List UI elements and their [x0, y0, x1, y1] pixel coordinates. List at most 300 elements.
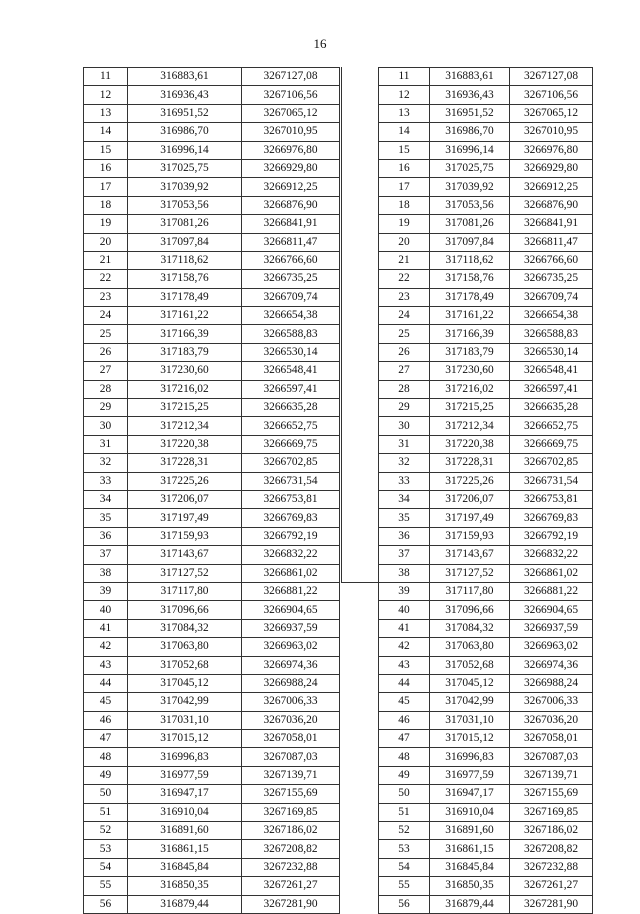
point-number-cell: 34	[379, 490, 430, 508]
y-coordinate-cell: 3267065,12	[242, 104, 340, 122]
point-number-cell: 44	[84, 674, 128, 692]
y-coordinate-cell: 3266912,25	[510, 178, 593, 196]
table-row	[84, 564, 340, 582]
table-row	[379, 619, 593, 637]
point-number-cell: 36	[84, 527, 128, 545]
coordinates-table-left	[83, 67, 340, 914]
y-coordinate-cell: 3266832,22	[242, 546, 340, 564]
x-coordinate-cell: 316996,14	[128, 141, 242, 159]
point-number-cell: 41	[379, 619, 430, 637]
x-coordinate-cell: 317197,49	[128, 509, 242, 527]
x-coordinate-cell: 317220,38	[128, 435, 242, 453]
y-coordinate-cell: 3267010,95	[242, 123, 340, 141]
x-coordinate-cell: 317045,12	[128, 674, 242, 692]
table-row	[379, 380, 593, 398]
x-coordinate-cell: 317097,84	[128, 233, 242, 251]
table-row	[84, 399, 340, 417]
x-coordinate-cell: 317015,12	[128, 730, 242, 748]
point-number-cell: 53	[379, 840, 430, 858]
x-coordinate-cell: 317045,12	[430, 674, 510, 692]
y-coordinate-cell: 3267261,27	[242, 877, 340, 895]
table-row	[379, 472, 593, 490]
y-coordinate-cell: 3267208,82	[510, 840, 593, 858]
y-coordinate-cell: 3267036,20	[242, 711, 340, 729]
point-number-cell: 27	[379, 362, 430, 380]
point-number-cell: 47	[379, 730, 430, 748]
table-row	[379, 895, 593, 913]
x-coordinate-cell: 317117,80	[430, 582, 510, 600]
y-coordinate-cell: 3266832,22	[510, 546, 593, 564]
point-number-cell: 35	[379, 509, 430, 527]
y-coordinate-cell: 3267169,85	[510, 803, 593, 821]
x-coordinate-cell: 316910,04	[128, 803, 242, 821]
point-number-cell: 19	[84, 215, 128, 233]
table-row	[84, 472, 340, 490]
y-coordinate-cell: 3267232,88	[242, 858, 340, 876]
table-row	[84, 196, 340, 214]
table-row	[379, 141, 593, 159]
y-coordinate-cell: 3266881,22	[510, 582, 593, 600]
table-row	[84, 123, 340, 141]
x-coordinate-cell: 316845,84	[430, 858, 510, 876]
table-row	[379, 822, 593, 840]
y-coordinate-cell: 3267006,33	[510, 693, 593, 711]
y-coordinate-cell: 3267065,12	[510, 104, 593, 122]
point-number-cell: 38	[379, 564, 430, 582]
coordinates-table-right	[378, 67, 593, 914]
x-coordinate-cell: 317159,93	[430, 527, 510, 545]
point-number-cell: 52	[379, 822, 430, 840]
y-coordinate-cell: 3266792,19	[242, 527, 340, 545]
y-coordinate-cell: 3266709,74	[242, 288, 340, 306]
table-row	[379, 766, 593, 784]
x-coordinate-cell: 317118,62	[430, 251, 510, 269]
table-row	[84, 159, 340, 177]
table-row	[84, 233, 340, 251]
table-row	[379, 325, 593, 343]
table-row	[379, 564, 593, 582]
y-coordinate-cell: 3267036,20	[510, 711, 593, 729]
point-number-cell: 26	[379, 343, 430, 361]
y-coordinate-cell: 3267006,33	[242, 693, 340, 711]
point-number-cell: 15	[84, 141, 128, 159]
table-row	[379, 270, 593, 288]
point-number-cell: 18	[379, 196, 430, 214]
point-number-cell: 46	[84, 711, 128, 729]
y-coordinate-cell: 3266652,75	[242, 417, 340, 435]
point-number-cell: 31	[379, 435, 430, 453]
point-number-cell: 25	[84, 325, 128, 343]
y-coordinate-cell: 3266530,14	[510, 343, 593, 361]
x-coordinate-cell: 317206,07	[128, 490, 242, 508]
point-number-cell: 37	[84, 546, 128, 564]
point-number-cell: 47	[84, 730, 128, 748]
table-row	[379, 399, 593, 417]
table-row	[84, 638, 340, 656]
table-row	[379, 527, 593, 545]
y-coordinate-cell: 3266731,54	[242, 472, 340, 490]
point-number-cell: 55	[84, 877, 128, 895]
y-coordinate-cell: 3266876,90	[242, 196, 340, 214]
y-coordinate-cell: 3267010,95	[510, 123, 593, 141]
point-number-cell: 56	[84, 895, 128, 913]
table-row	[84, 435, 340, 453]
table-row	[84, 362, 340, 380]
point-number-cell: 38	[84, 564, 128, 582]
y-coordinate-cell: 3266635,28	[242, 399, 340, 417]
table-row	[84, 858, 340, 876]
point-number-cell: 33	[379, 472, 430, 490]
x-coordinate-cell: 317127,52	[430, 564, 510, 582]
x-coordinate-cell: 316850,35	[128, 877, 242, 895]
x-coordinate-cell: 317228,31	[128, 454, 242, 472]
point-number-cell: 32	[84, 454, 128, 472]
y-coordinate-cell: 3266548,41	[510, 362, 593, 380]
y-coordinate-cell: 3267155,69	[510, 785, 593, 803]
x-coordinate-cell: 317212,34	[430, 417, 510, 435]
table-row	[84, 785, 340, 803]
point-number-cell: 40	[379, 601, 430, 619]
y-coordinate-cell: 3267106,56	[510, 86, 593, 104]
table-row	[84, 68, 340, 86]
y-coordinate-cell: 3266937,59	[510, 619, 593, 637]
point-number-cell: 14	[84, 123, 128, 141]
y-coordinate-cell: 3266654,38	[242, 307, 340, 325]
x-coordinate-cell: 317230,60	[128, 362, 242, 380]
x-coordinate-cell: 316947,17	[128, 785, 242, 803]
y-coordinate-cell: 3266792,19	[510, 527, 593, 545]
y-coordinate-cell: 3267106,56	[242, 86, 340, 104]
point-number-cell: 34	[84, 490, 128, 508]
point-number-cell: 16	[379, 159, 430, 177]
table-row	[84, 215, 340, 233]
y-coordinate-cell: 3266669,75	[510, 435, 593, 453]
table-row	[379, 159, 593, 177]
x-coordinate-cell: 317025,75	[430, 159, 510, 177]
table-row	[84, 288, 340, 306]
point-number-cell: 19	[379, 215, 430, 233]
point-number-cell: 17	[84, 178, 128, 196]
y-coordinate-cell: 3267139,71	[510, 766, 593, 784]
table-row	[84, 656, 340, 674]
x-coordinate-cell: 317161,22	[430, 307, 510, 325]
x-coordinate-cell: 316996,14	[430, 141, 510, 159]
x-coordinate-cell: 317118,62	[128, 251, 242, 269]
point-number-cell: 36	[379, 527, 430, 545]
table-row	[84, 546, 340, 564]
point-number-cell: 27	[84, 362, 128, 380]
y-coordinate-cell: 3267232,88	[510, 858, 593, 876]
x-coordinate-cell: 317039,92	[128, 178, 242, 196]
x-coordinate-cell: 316947,17	[430, 785, 510, 803]
x-coordinate-cell: 317025,75	[128, 159, 242, 177]
y-coordinate-cell: 3266912,25	[242, 178, 340, 196]
connector-vertical-line	[341, 67, 342, 583]
x-coordinate-cell: 316996,83	[430, 748, 510, 766]
x-coordinate-cell: 316883,61	[430, 68, 510, 86]
x-coordinate-cell: 317053,56	[430, 196, 510, 214]
table-row	[379, 490, 593, 508]
y-coordinate-cell: 3266731,54	[510, 472, 593, 490]
point-number-cell: 49	[84, 766, 128, 784]
x-coordinate-cell: 317039,92	[430, 178, 510, 196]
y-coordinate-cell: 3267208,82	[242, 840, 340, 858]
table-row	[379, 656, 593, 674]
point-number-cell: 54	[379, 858, 430, 876]
table-row	[379, 858, 593, 876]
table-row	[84, 840, 340, 858]
point-number-cell: 35	[84, 509, 128, 527]
x-coordinate-cell: 317117,80	[128, 582, 242, 600]
table-row	[84, 307, 340, 325]
x-coordinate-cell: 317143,67	[128, 546, 242, 564]
y-coordinate-cell: 3266861,02	[242, 564, 340, 582]
x-coordinate-cell: 316936,43	[430, 86, 510, 104]
point-number-cell: 15	[379, 141, 430, 159]
x-coordinate-cell: 316861,15	[128, 840, 242, 858]
table-row	[379, 840, 593, 858]
y-coordinate-cell: 3266904,65	[510, 601, 593, 619]
point-number-cell: 20	[84, 233, 128, 251]
y-coordinate-cell: 3267087,03	[510, 748, 593, 766]
y-coordinate-cell: 3266811,47	[242, 233, 340, 251]
x-coordinate-cell: 317063,80	[430, 638, 510, 656]
y-coordinate-cell: 3266974,36	[510, 656, 593, 674]
y-coordinate-cell: 3267058,01	[510, 730, 593, 748]
x-coordinate-cell: 316879,44	[430, 895, 510, 913]
point-number-cell: 16	[84, 159, 128, 177]
table-row	[84, 104, 340, 122]
table-row	[84, 86, 340, 104]
x-coordinate-cell: 317215,25	[430, 399, 510, 417]
y-coordinate-cell: 3266766,60	[242, 251, 340, 269]
point-number-cell: 24	[84, 307, 128, 325]
x-coordinate-cell: 317084,32	[128, 619, 242, 637]
x-coordinate-cell: 317031,10	[430, 711, 510, 729]
x-coordinate-cell: 317161,22	[128, 307, 242, 325]
point-number-cell: 43	[379, 656, 430, 674]
point-number-cell: 20	[379, 233, 430, 251]
y-coordinate-cell: 3266597,41	[242, 380, 340, 398]
y-coordinate-cell: 3267127,08	[242, 68, 340, 86]
x-coordinate-cell: 317053,56	[128, 196, 242, 214]
table-row	[379, 785, 593, 803]
point-number-cell: 44	[379, 674, 430, 692]
table-row	[84, 141, 340, 159]
point-number-cell: 52	[84, 822, 128, 840]
point-number-cell: 53	[84, 840, 128, 858]
point-number-cell: 39	[84, 582, 128, 600]
y-coordinate-cell: 3267281,90	[510, 895, 593, 913]
y-coordinate-cell: 3266753,81	[242, 490, 340, 508]
point-number-cell: 45	[84, 693, 128, 711]
x-coordinate-cell: 316951,52	[128, 104, 242, 122]
x-coordinate-cell: 317063,80	[128, 638, 242, 656]
x-coordinate-cell: 317206,07	[430, 490, 510, 508]
y-coordinate-cell: 3266766,60	[510, 251, 593, 269]
table-row	[379, 417, 593, 435]
y-coordinate-cell: 3266654,38	[510, 307, 593, 325]
point-number-cell: 28	[84, 380, 128, 398]
point-number-cell: 33	[84, 472, 128, 490]
table-row	[84, 380, 340, 398]
table-row	[84, 251, 340, 269]
table-row	[379, 362, 593, 380]
point-number-cell: 43	[84, 656, 128, 674]
connector-horizontal-line	[341, 582, 378, 583]
y-coordinate-cell: 3266530,14	[242, 343, 340, 361]
x-coordinate-cell: 317216,02	[430, 380, 510, 398]
table-row	[379, 711, 593, 729]
y-coordinate-cell: 3266937,59	[242, 619, 340, 637]
x-coordinate-cell: 316996,83	[128, 748, 242, 766]
y-coordinate-cell: 3266881,22	[242, 582, 340, 600]
x-coordinate-cell: 316891,60	[128, 822, 242, 840]
table-row	[379, 582, 593, 600]
point-number-cell: 49	[379, 766, 430, 784]
x-coordinate-cell: 317228,31	[430, 454, 510, 472]
x-coordinate-cell: 317042,99	[430, 693, 510, 711]
x-coordinate-cell: 317197,49	[430, 509, 510, 527]
y-coordinate-cell: 3266597,41	[510, 380, 593, 398]
y-coordinate-cell: 3266974,36	[242, 656, 340, 674]
point-number-cell: 23	[84, 288, 128, 306]
table-row	[84, 895, 340, 913]
point-number-cell: 40	[84, 601, 128, 619]
point-number-cell: 32	[379, 454, 430, 472]
x-coordinate-cell: 317081,26	[128, 215, 242, 233]
y-coordinate-cell: 3267058,01	[242, 730, 340, 748]
point-number-cell: 14	[379, 123, 430, 141]
point-number-cell: 21	[379, 251, 430, 269]
table-row	[379, 638, 593, 656]
y-coordinate-cell: 3266588,83	[242, 325, 340, 343]
y-coordinate-cell: 3266769,83	[510, 509, 593, 527]
y-coordinate-cell: 3266548,41	[242, 362, 340, 380]
y-coordinate-cell: 3267281,90	[242, 895, 340, 913]
table-row	[379, 674, 593, 692]
y-coordinate-cell: 3267186,02	[510, 822, 593, 840]
x-coordinate-cell: 317215,25	[128, 399, 242, 417]
table-row	[84, 619, 340, 637]
x-coordinate-cell: 317158,76	[128, 270, 242, 288]
y-coordinate-cell: 3266811,47	[510, 233, 593, 251]
x-coordinate-cell: 316977,59	[128, 766, 242, 784]
x-coordinate-cell: 317096,66	[430, 601, 510, 619]
x-coordinate-cell: 316936,43	[128, 86, 242, 104]
table-row	[379, 748, 593, 766]
y-coordinate-cell: 3266769,83	[242, 509, 340, 527]
y-coordinate-cell: 3266976,80	[510, 141, 593, 159]
table-row	[84, 343, 340, 361]
y-coordinate-cell: 3266963,02	[242, 638, 340, 656]
point-number-cell: 41	[84, 619, 128, 637]
point-number-cell: 22	[379, 270, 430, 288]
y-coordinate-cell: 3267139,71	[242, 766, 340, 784]
x-coordinate-cell: 317096,66	[128, 601, 242, 619]
table-row	[379, 509, 593, 527]
table-row	[379, 601, 593, 619]
x-coordinate-cell: 317052,68	[430, 656, 510, 674]
point-number-cell: 30	[84, 417, 128, 435]
y-coordinate-cell: 3266753,81	[510, 490, 593, 508]
y-coordinate-cell: 3266976,80	[242, 141, 340, 159]
table-row	[379, 233, 593, 251]
table-row	[379, 251, 593, 269]
table-row	[84, 417, 340, 435]
y-coordinate-cell: 3266735,25	[242, 270, 340, 288]
x-coordinate-cell: 317183,79	[128, 343, 242, 361]
y-coordinate-cell: 3267127,08	[510, 68, 593, 86]
y-coordinate-cell: 3266929,80	[510, 159, 593, 177]
y-coordinate-cell: 3266861,02	[510, 564, 593, 582]
point-number-cell: 23	[379, 288, 430, 306]
x-coordinate-cell: 317178,49	[430, 288, 510, 306]
point-number-cell: 29	[84, 399, 128, 417]
table-row	[84, 803, 340, 821]
table-row	[84, 527, 340, 545]
table-row	[84, 766, 340, 784]
y-coordinate-cell: 3266709,74	[510, 288, 593, 306]
x-coordinate-cell: 316891,60	[430, 822, 510, 840]
point-number-cell: 31	[84, 435, 128, 453]
table-row	[379, 196, 593, 214]
y-coordinate-cell: 3266876,90	[510, 196, 593, 214]
point-number-cell: 54	[84, 858, 128, 876]
table-row	[379, 803, 593, 821]
point-number-cell: 56	[379, 895, 430, 913]
point-number-cell: 48	[84, 748, 128, 766]
x-coordinate-cell: 317052,68	[128, 656, 242, 674]
x-coordinate-cell: 317042,99	[128, 693, 242, 711]
table-row	[84, 711, 340, 729]
x-coordinate-cell: 316951,52	[430, 104, 510, 122]
y-coordinate-cell: 3266669,75	[242, 435, 340, 453]
x-coordinate-cell: 317183,79	[430, 343, 510, 361]
table-row	[84, 490, 340, 508]
point-number-cell: 11	[84, 68, 128, 86]
y-coordinate-cell: 3266929,80	[242, 159, 340, 177]
point-number-cell: 12	[84, 86, 128, 104]
point-number-cell: 37	[379, 546, 430, 564]
x-coordinate-cell: 317166,39	[430, 325, 510, 343]
table-row	[379, 454, 593, 472]
table-row	[84, 178, 340, 196]
table-row	[379, 123, 593, 141]
y-coordinate-cell: 3267087,03	[242, 748, 340, 766]
y-coordinate-cell: 3266652,75	[510, 417, 593, 435]
y-coordinate-cell: 3266841,91	[510, 215, 593, 233]
x-coordinate-cell: 317143,67	[430, 546, 510, 564]
x-coordinate-cell: 317081,26	[430, 215, 510, 233]
point-number-cell: 50	[84, 785, 128, 803]
table-row	[379, 307, 593, 325]
point-number-cell: 18	[84, 196, 128, 214]
table-row	[379, 546, 593, 564]
x-coordinate-cell: 317031,10	[128, 711, 242, 729]
point-number-cell: 55	[379, 877, 430, 895]
point-number-cell: 42	[84, 638, 128, 656]
x-coordinate-cell: 317220,38	[430, 435, 510, 453]
x-coordinate-cell: 316850,35	[430, 877, 510, 895]
table-row	[379, 288, 593, 306]
y-coordinate-cell: 3266963,02	[510, 638, 593, 656]
y-coordinate-cell: 3266702,85	[242, 454, 340, 472]
x-coordinate-cell: 316986,70	[128, 123, 242, 141]
x-coordinate-cell: 317127,52	[128, 564, 242, 582]
table-row	[84, 454, 340, 472]
x-coordinate-cell: 316883,61	[128, 68, 242, 86]
